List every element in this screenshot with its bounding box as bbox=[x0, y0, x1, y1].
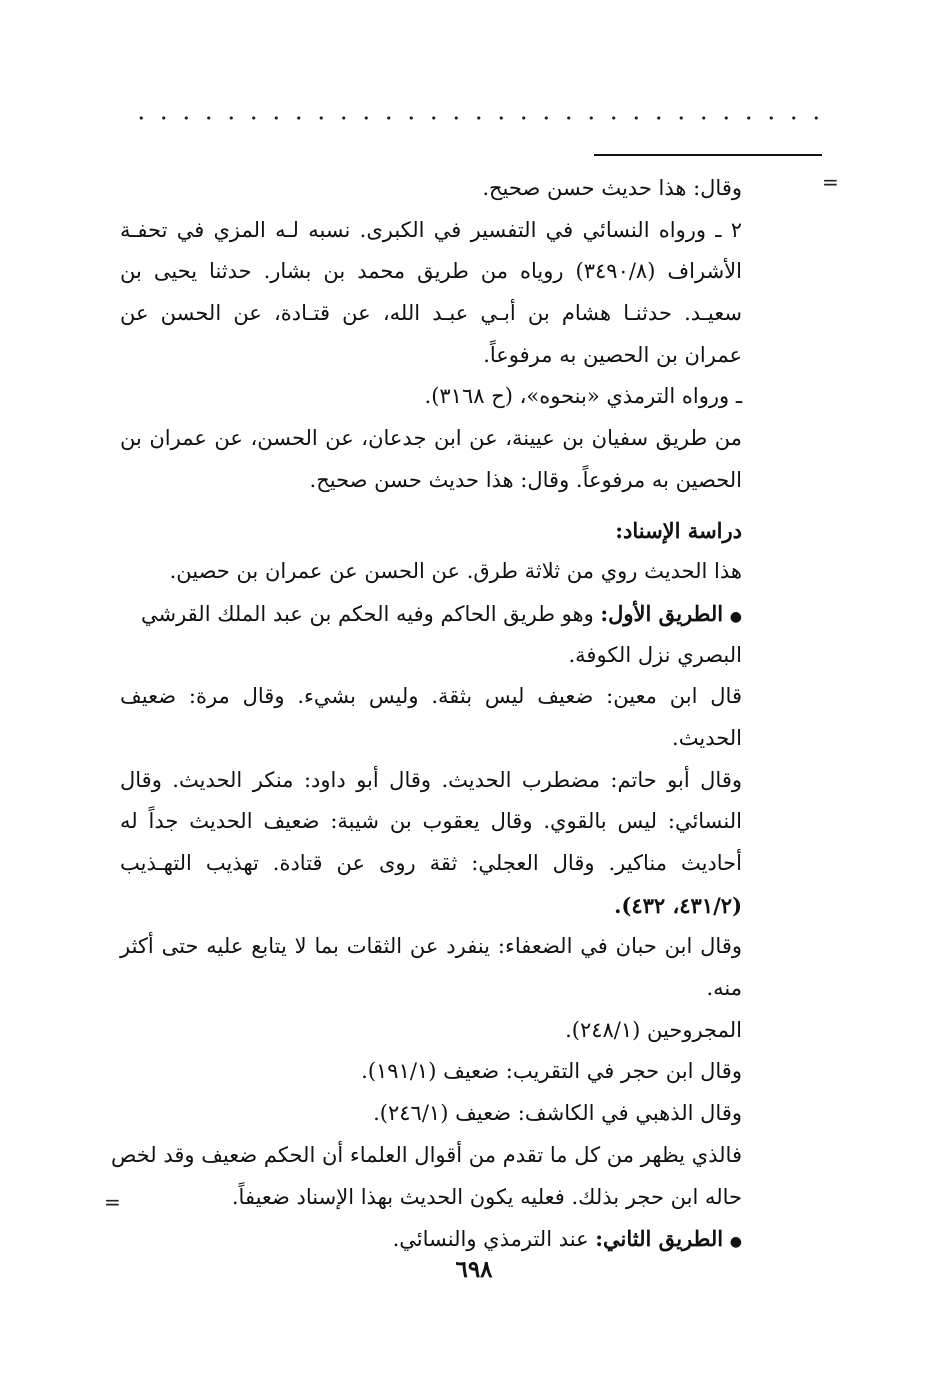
text-line: المجروحين (٢٤٨/١). bbox=[565, 1017, 742, 1042]
section-heading: دراسة الإسناد: bbox=[615, 517, 742, 543]
text-line bbox=[120, 593, 742, 635]
text-line: فالذي يظهر من كل ما تقدم من أقوال العلماء أن الحكم ضعيف وقد لخص bbox=[110, 1142, 742, 1167]
path-one-text: وهو طريق الحاكم وفيه الحكم بن عبد الملك القرشي bbox=[141, 601, 594, 626]
text-line: سعيـد. حدثنـا هشام بن أبـي عبـد الله، عن قتـادة، عن الحسن عن bbox=[120, 301, 742, 326]
bullet-icon: ● bbox=[729, 1234, 742, 1251]
bullet-icon: ● bbox=[729, 608, 742, 625]
page-number: ٦٩٨ bbox=[455, 1256, 493, 1283]
dotted-separator bbox=[130, 112, 820, 124]
footnote-rule bbox=[594, 154, 822, 156]
text-line: (٤٣١/٢، ٤٣٢). bbox=[614, 892, 742, 918]
text-line bbox=[120, 1218, 742, 1260]
path-two-label: الطريق الثاني: bbox=[595, 1226, 724, 1252]
text-line: عمران بن الحصين به مرفوعاً. bbox=[483, 342, 742, 367]
text-line: حاله ابن حجر بذلك. فعليه يكون الحديث بهذا الإسناد ضعيفاً. bbox=[231, 1184, 742, 1209]
text-line: أحاديث مناكير. وقال العجلي: ثقة روى عن قتادة. تهذيب التهـذيب bbox=[120, 851, 742, 875]
text-line: وقال ابن حبان في الضعفاء: ينفرد عن الثقات بما لا يتابع عليه حتى أكثر bbox=[120, 934, 742, 959]
text-line: من طريق سفيان بن عيينة، عن ابن جدعان، عن الحسن، عن عمران بن bbox=[120, 426, 742, 451]
continuation-mark-top: = bbox=[822, 170, 839, 194]
text-line: ـ ورواه الترمذي «بنحوه»، (ح ٣١٦٨). bbox=[424, 384, 742, 409]
text-line: وقال أبو حاتم: مضطرب الحديث. وقال أبو داود: منكر الحديث. وقال bbox=[120, 767, 743, 792]
text-line: وقال الذهبي في الكاشف: ضعيف (٢٤٦/١). bbox=[373, 1101, 742, 1126]
text-line: وقال ابن حجر في التقريب: ضعيف (١٩١/١). bbox=[361, 1059, 742, 1084]
text-line: النسائي: ليس بالقوي. وقال يعقوب بن شيبة: ضعيف الحديث جداً له bbox=[120, 809, 742, 834]
text-line: البصري نزل الكوفة. bbox=[568, 642, 742, 667]
text-line: الحديث. bbox=[672, 725, 742, 750]
text-line: ٢ ـ ورواه النسائي في التفسير في الكبرى. نسبه لـه المزي في تحفـة bbox=[120, 217, 742, 242]
continuation-mark-bottom: = bbox=[104, 1190, 121, 1214]
text-line: هذا الحديث روي من ثلاثة طرق. عن الحسن عن عمران بن حصين. bbox=[169, 559, 742, 584]
page-body bbox=[110, 168, 743, 1260]
text-line: وقال: هذا حديث حسن صحيح. bbox=[482, 176, 742, 200]
text-line: الأشراف (٣٤٩٠/٨) روياه من طريق محمد بن بشار. حدثنا يحيى بن bbox=[120, 259, 742, 284]
path-one-label: الطريق الأول: bbox=[600, 600, 724, 626]
text-line: منه. bbox=[706, 976, 742, 1001]
text-line: قال ابن معين: ضعيف ليس بثقة. وليس بشيء. وقال مرة: ضعيف bbox=[120, 684, 742, 709]
text-line: الحصين به مرفوعاً. وقال: هذا حديث حسن صحيح. bbox=[309, 467, 742, 492]
path-two-text: عند الترمذي والنسائي. bbox=[392, 1227, 589, 1252]
